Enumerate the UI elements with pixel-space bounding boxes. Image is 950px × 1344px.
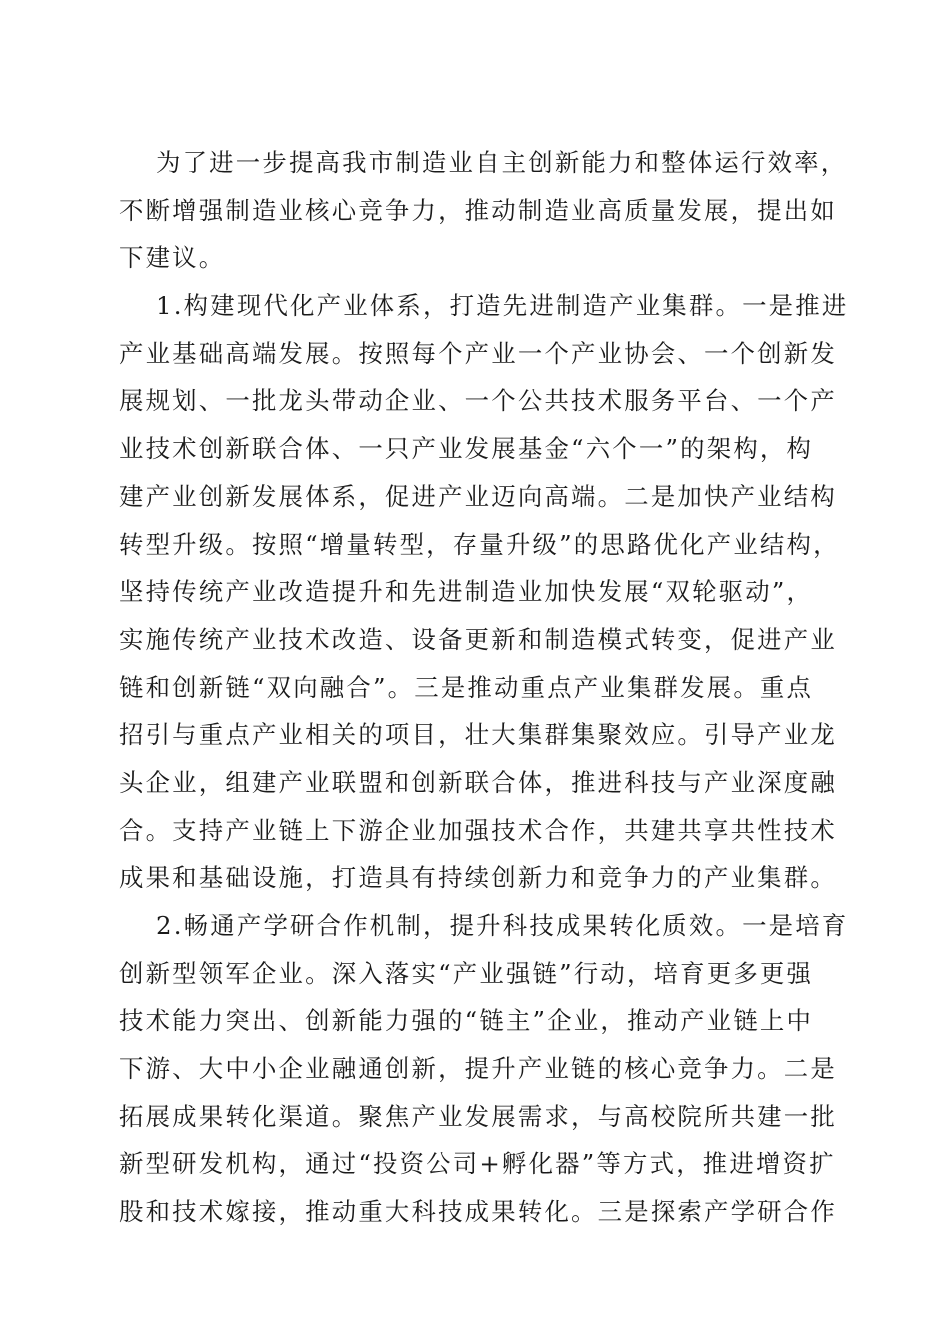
text-line: 合。支持产业链上下游企业加强技术合作，共建共享共性技术: [119, 815, 837, 845]
text-line: 技术能力突出、创新能力强的“链主”企业，推动产业链上中: [119, 1006, 814, 1036]
text-line: 下游、大中小企业融通创新，提升产业链的核心竞争力。二是: [119, 1054, 837, 1084]
text-line: 坚持传统产业改造提升和先进制造业加快发展“双轮驱动”，: [119, 577, 814, 607]
text-line: 下建议。: [119, 243, 226, 273]
text-line: 展规划、一批龙头带动企业、一个公共技术服务平台、一个产: [119, 386, 837, 416]
document-body: [119, 139, 849, 1236]
text-line: 招引与重点产业相关的项目，壮大集群集聚效应。引导产业龙: [119, 720, 837, 750]
text-line: 不断增强制造业核心竞争力，推动制造业高质量发展，提出如: [119, 195, 837, 225]
text-line: 头企业，组建产业联盟和创新联合体，推进科技与产业深度融: [119, 767, 837, 797]
text-line: 建产业创新发展体系，促进产业迈向高端。二是加快产业结构: [119, 481, 837, 511]
text-line: 实施传统产业技术改造、设备更新和制造模式转变，促进产业: [119, 624, 837, 654]
text-line: 业技术创新联合体、一只产业发展基金“六个一”的架构，构: [119, 434, 814, 464]
text-line: 新型研发机构，通过“投资公司+孵化器”等方式，推进增资扩: [119, 1149, 836, 1179]
text-line: 拓展成果转化渠道。聚焦产业发展需求，与高校院所共建一批: [119, 1101, 837, 1131]
text-line: 创新型领军企业。深入落实“产业强链”行动，培育更多更强: [119, 958, 814, 988]
text-line: 1.构建现代化产业体系，打造先进制造产业集群。一是推进: [156, 291, 849, 321]
text-line: 链和创新链“双向融合”。三是推动重点产业集群发展。重点: [119, 672, 814, 702]
text-line: 转型升级。按照“增量转型，存量升级”的思路优化产业结构，: [119, 529, 840, 559]
text-line: 股和技术嫁接，推动重大科技成果转化。三是探索产学研合作: [119, 1197, 837, 1227]
text-line: 产业基础高端发展。按照每个产业一个产业协会、一个创新发: [119, 338, 837, 368]
text-line: 2.畅通产学研合作机制，提升科技成果转化质效。一是培育: [156, 911, 849, 940]
text-line: 成果和基础设施，打造具有持续创新力和竞争力的产业集群。: [119, 863, 837, 893]
text-line: 为了进一步提高我市制造业自主创新能力和整体运行效率，: [156, 148, 848, 177]
